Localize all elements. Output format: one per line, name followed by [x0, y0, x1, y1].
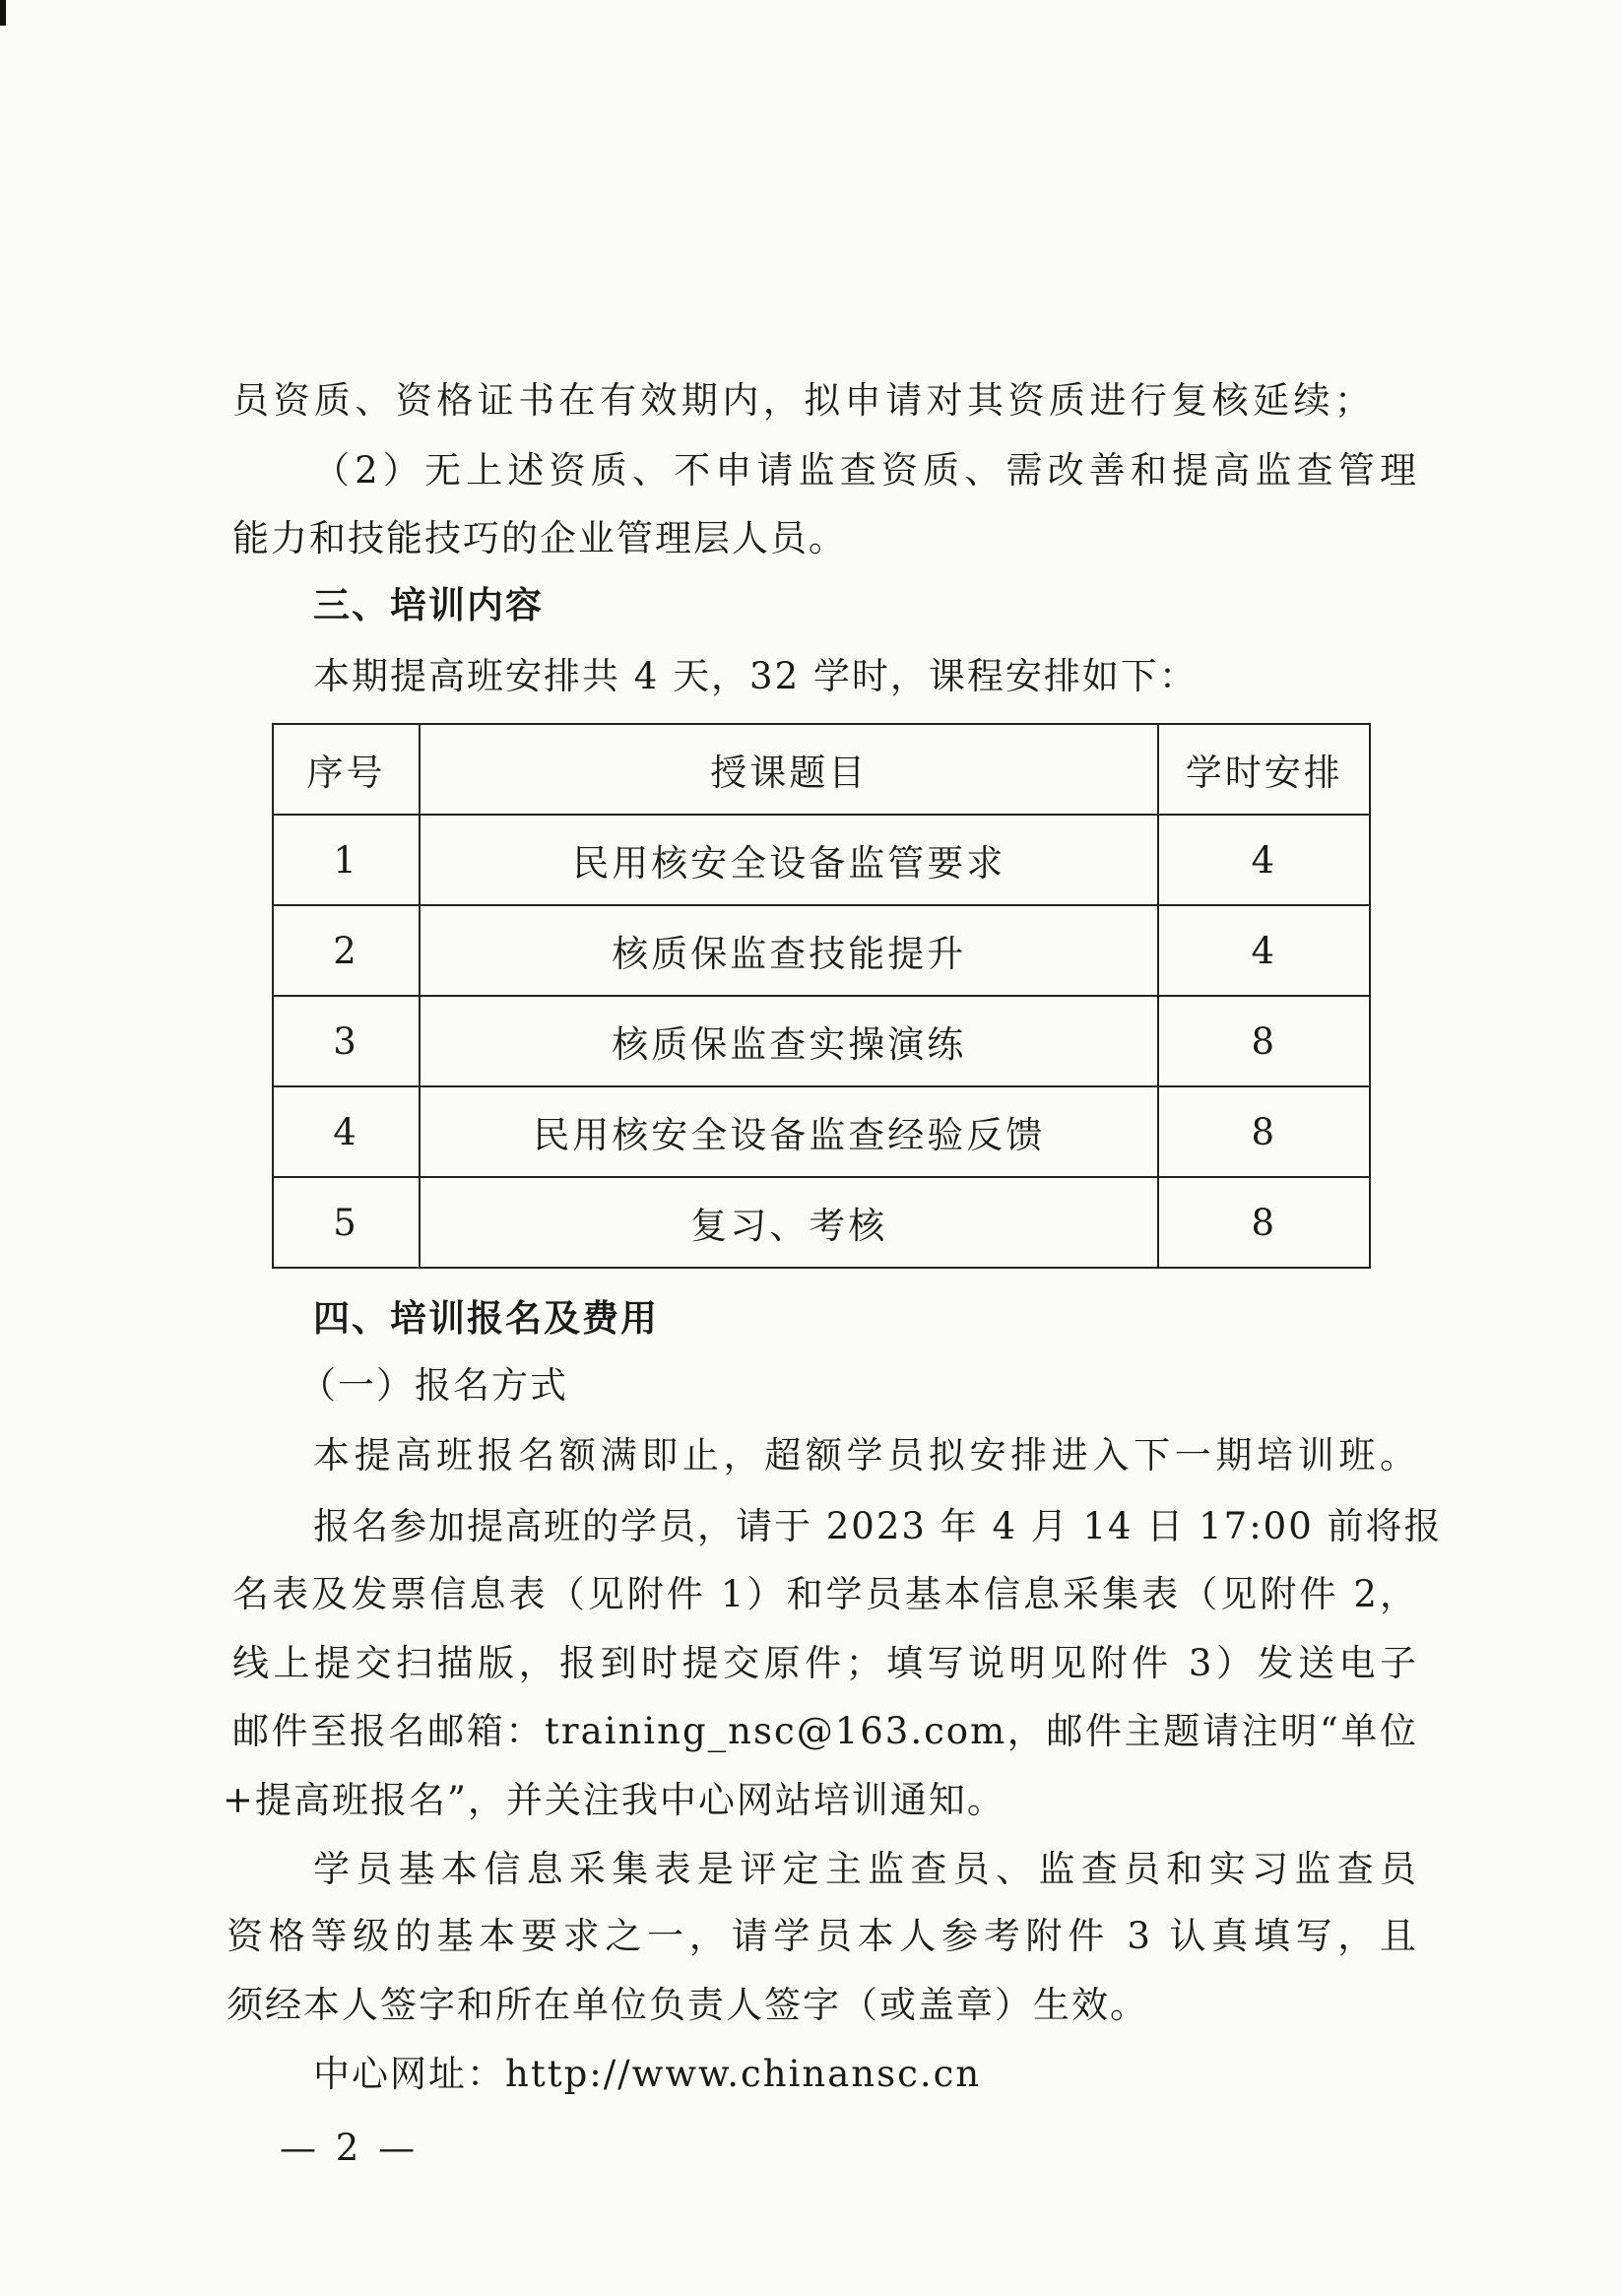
header-cell-hours: 学时安排: [1158, 724, 1370, 815]
table-row: [273, 1086, 1370, 1177]
paragraph-line: 本提高班报名额满即止，超额学员拟安排进入下一期培训班。: [313, 1434, 1418, 1476]
cell-no: 4: [273, 1086, 420, 1177]
scan-corner-mark: [0, 0, 6, 26]
course-schedule-table: [272, 723, 1371, 1269]
paragraph-line: 线上提交扫描版，报到时提交原件；填写说明见附件 3）发送电子: [232, 1642, 1418, 1684]
table-header-row: [273, 724, 1370, 815]
cell-hours: 4: [1158, 905, 1370, 996]
paragraph-line: 能力和技能技巧的企业管理层人员。: [232, 517, 847, 559]
page-number: — 2 —: [280, 2127, 420, 2169]
subsection-heading: （一）报名方式: [299, 1364, 568, 1407]
cell-no: 1: [273, 815, 420, 905]
paragraph-line: 须经本人签字和所在单位负责人签字（或盖章）生效。: [227, 1984, 1148, 2026]
cell-no: 3: [273, 996, 420, 1086]
section-intro: 本期提高班安排共 4 天，32 学时，课程安排如下：: [313, 655, 1198, 697]
paragraph-line: 学员基本信息采集表是评定主监查员、监查员和实习监查员: [313, 1848, 1418, 1890]
section-heading-4: 四、培训报名及费用: [313, 1297, 659, 1340]
paragraph-line: 报名参加提高班的学员，请于 2023 年 4 月 14 日 17:00 前将报: [313, 1505, 1443, 1547]
table-row: [273, 815, 1370, 905]
cell-no: 5: [273, 1177, 420, 1268]
header-cell-no: 序号: [273, 724, 420, 815]
website-line: 中心网址：http://www.chinansc.cn: [313, 2053, 982, 2095]
paragraph-line: +提高班报名”，并关注我中心网站培训通知。: [223, 1779, 1005, 1821]
paragraph-line: 邮件至报名邮箱：training_nsc@163.com，邮件主题请注明“单位: [232, 1710, 1418, 1752]
table-row: [273, 1177, 1370, 1268]
cell-hours: 8: [1158, 1086, 1370, 1177]
cell-hours: 8: [1158, 1177, 1370, 1268]
cell-hours: 4: [1158, 815, 1370, 905]
paragraph-line: （2）无上述资质、不申请监查资质、需改善和提高监查管理: [313, 449, 1418, 492]
paragraph-line: 资格等级的基本要求之一，请学员本人参考附件 3 认真填写，且: [227, 1915, 1418, 1957]
cell-topic: 民用核安全设备监管要求: [420, 815, 1158, 905]
section-heading-3: 三、培训内容: [313, 584, 544, 626]
table-row: [273, 905, 1370, 996]
table-row: [273, 996, 1370, 1086]
cell-topic: 核质保监查实操演练: [420, 996, 1158, 1086]
header-cell-topic: 授课题目: [420, 724, 1158, 815]
cell-topic: 复习、考核: [420, 1177, 1158, 1268]
cell-hours: 8: [1158, 996, 1370, 1086]
paragraph-line: 员资质、资格证书在有效期内，拟申请对其资质进行复核延续；: [232, 379, 1373, 422]
cell-no: 2: [273, 905, 420, 996]
cell-topic: 核质保监查技能提升: [420, 905, 1158, 996]
cell-topic: 民用核安全设备监查经验反馈: [420, 1086, 1158, 1177]
paragraph-line: 名表及发票信息表（见附件 1）和学员基本信息采集表（见附件 2，: [232, 1573, 1418, 1615]
